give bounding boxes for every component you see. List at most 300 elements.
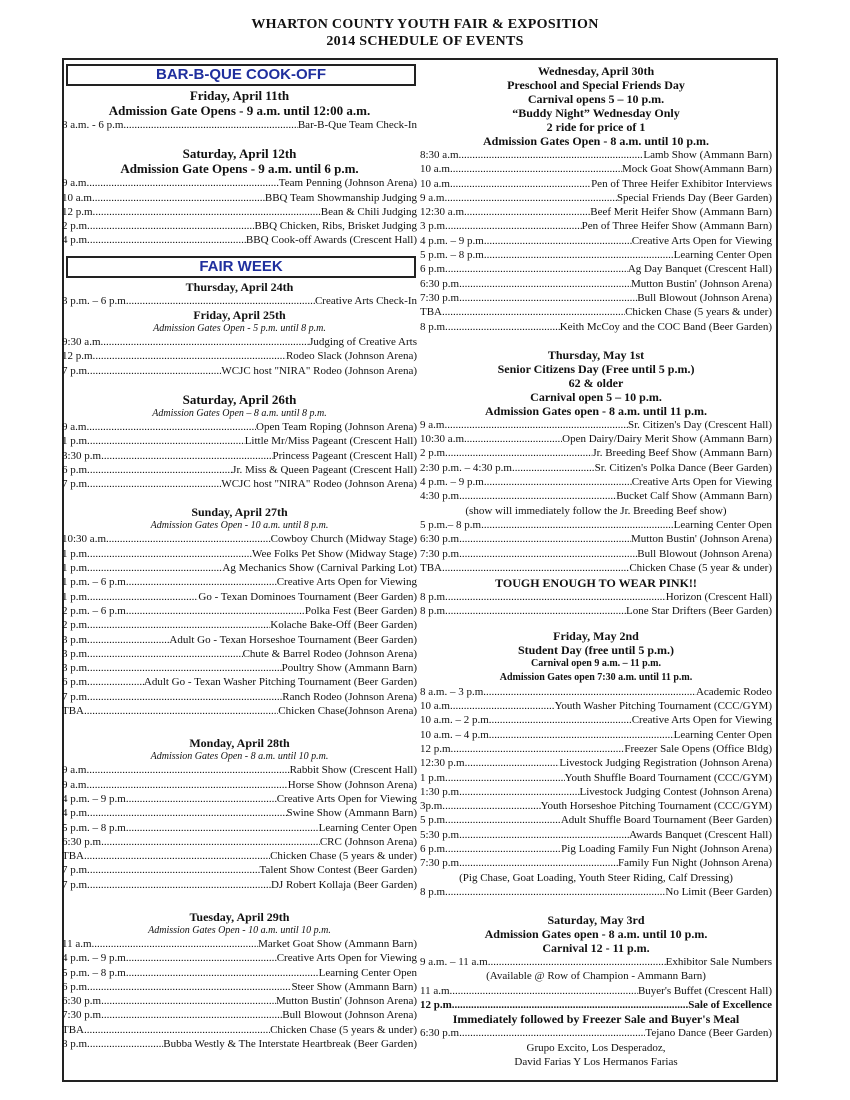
event-name: DJ Robert Kollaja (Beer Garden): [270, 878, 417, 891]
schedule-row: [420, 518, 772, 532]
schedule-row: [62, 420, 417, 434]
schedule-row: [420, 320, 772, 334]
schedule-row: [62, 233, 417, 247]
event-name: Special Friends Day (Beer Garden): [616, 191, 772, 204]
pink-banner: TOUGH ENOUGH TO WEAR PINK!!: [495, 576, 697, 591]
gate-info: Admission Gates open - 8 a.m. until 11 p.m.: [484, 403, 708, 418]
dot-leader: [89, 778, 288, 792]
event-time: 11 a.m.: [62, 937, 95, 950]
schedule-list: [62, 294, 417, 308]
schedule-list: [420, 148, 772, 334]
day-title: Saturday, May 3rd: [547, 913, 645, 928]
schedule-row: [420, 1026, 772, 1040]
event-time: 9 a.m.: [62, 177, 90, 190]
dot-leader: [104, 1008, 282, 1022]
event-name: Freezer Sale Opens (Office Bldg): [624, 742, 772, 755]
event-time: 3 p.m.: [62, 647, 90, 660]
event-time: 10 a.m.: [62, 191, 95, 204]
dot-leader: [95, 191, 265, 205]
event-name: Rabbit Show (Crescent Hall): [289, 764, 417, 777]
event-name: Learning Center Open: [318, 821, 417, 834]
event-name: Judging of Creative Arts: [309, 336, 417, 349]
day-title: Friday, April 25th: [193, 308, 286, 323]
event-time: 7:30 p.m.: [420, 547, 462, 560]
schedule-row: [62, 477, 417, 491]
event-time: 6:30 p.m.: [420, 533, 462, 546]
event-time: 12 p.m.: [62, 205, 96, 218]
day-title: Wednesday, April 30th: [537, 64, 655, 78]
schedule-row: [420, 604, 772, 618]
event-name: Ag Mechanics Show (Carnival Parking Lot): [222, 562, 417, 575]
dot-leader: [448, 262, 628, 276]
left-column: [62, 60, 417, 1051]
schedule-row: [420, 446, 772, 460]
event-name: Little Mr/Miss Pageant (Crescent Hall): [244, 435, 417, 448]
event-name: Family Fun Night (Johnson Arena): [618, 857, 772, 870]
dot-leader: [104, 835, 320, 849]
event-time: 6 p.m.: [420, 263, 448, 276]
dot-leader: [90, 219, 255, 233]
schedule-row: [420, 785, 772, 799]
dot-leader: [126, 118, 298, 132]
event-time: 10 a.m. – 2 p.m.: [420, 714, 492, 727]
dot-leader: [448, 604, 626, 618]
dot-leader: [487, 234, 632, 248]
schedule-list: [420, 590, 772, 619]
dot-leader: [442, 561, 629, 575]
event-time: 1 p.m.: [62, 435, 90, 448]
schedule-row: [62, 349, 417, 363]
dot-leader: [90, 633, 170, 647]
page-title: WHARTON COUNTY YOUTH FAIR & EXPOSITION: [251, 17, 599, 32]
dot-leader: [129, 966, 319, 980]
event-time: TBA: [62, 850, 84, 863]
schedule-row: [62, 661, 417, 675]
dot-leader: [109, 532, 271, 546]
event-name: Lone Star Drifters (Beer Garden): [626, 605, 772, 618]
event-time: 1 p.m.: [420, 771, 448, 784]
event-time: 7 p.m.: [62, 478, 90, 491]
event-time: 12:30 p.m.: [420, 757, 468, 770]
fair-week-section-title: FAIR WEEK: [66, 256, 416, 278]
schedule-row: [62, 219, 417, 233]
event-name: Adult Shuffle Board Tournament (Beer Garden): [560, 814, 772, 827]
event-time: 10:30 a.m.: [420, 433, 467, 446]
event-name: Creative Arts Open for Viewing: [631, 234, 772, 247]
event-name: Lamb Show (Ammann Barn): [643, 149, 772, 161]
dot-leader: [448, 842, 561, 856]
dot-leader: [90, 863, 260, 877]
gate-info: Admission Gates Open - 5 p.m. until 8 p.m.: [153, 323, 326, 335]
event-name: Learning Center Open: [673, 249, 772, 262]
event-name: Chicken Chase(Johnson Arena): [278, 705, 417, 718]
schedule-row: [62, 1037, 417, 1051]
schedule-list: [420, 518, 772, 575]
event-time: 6 p.m.: [62, 676, 90, 689]
schedule-row: [420, 475, 772, 489]
schedule-row: [420, 998, 772, 1012]
event-time: 1:30 p.m.: [420, 785, 462, 798]
schedule-row: [62, 835, 417, 849]
event-name: Youth Horseshoe Pitching Tournament (CCC/GYM): [540, 800, 772, 813]
gate-info: Admission Gates Open - 8 a.m. until 10 p.m.: [150, 751, 329, 763]
schedule-row: [420, 756, 772, 770]
schedule-row: [420, 590, 772, 604]
schedule-row: [62, 863, 417, 877]
dot-leader: [84, 704, 278, 718]
event-time: 3p.m.: [420, 800, 446, 813]
band-list: Grupo Excito, Los Desperadoz,: [526, 1041, 666, 1054]
event-name: Bar-B-Que Team Check-In: [297, 119, 417, 131]
schedule-row: [62, 951, 417, 965]
event-name: Pen of Three Heifer Show (Ammann Barn): [581, 220, 772, 233]
day-title: Friday, April 11th: [189, 88, 290, 103]
schedule-row: [62, 335, 417, 349]
event-time: 6 p.m.: [62, 463, 90, 476]
schedule-row: [420, 828, 772, 842]
schedule-list: [62, 335, 417, 378]
page-subtitle: 2014 SCHEDULE OF EVENTS: [326, 34, 524, 49]
dot-leader: [462, 1026, 646, 1040]
schedule-row: [62, 618, 417, 632]
dot-leader: [90, 364, 222, 378]
bbq-section-title: BAR-B-QUE COOK-OFF: [66, 64, 416, 86]
event-name: WCJC host "NIRA" Rodeo (Johnson Arena): [221, 364, 417, 377]
schedule-row: [62, 1008, 417, 1022]
schedule-row: [420, 742, 772, 756]
event-time: 10:30 a.m.: [62, 533, 109, 546]
dot-leader: [462, 532, 631, 546]
carnival-info: Carnival open 9 a.m. – 11 p.m.: [530, 657, 661, 669]
day-title: Thursday, April 24th: [185, 279, 294, 294]
event-time: 3:30 p.m.: [62, 449, 104, 462]
right-column: [420, 60, 772, 1069]
event-name: Rodeo Slack (Johnson Arena): [285, 350, 417, 363]
event-time: 4 p.m.: [62, 234, 90, 247]
schedule-row: [62, 966, 417, 980]
dot-leader: [90, 618, 270, 632]
schedule-row: [420, 461, 772, 475]
schedule-row: [420, 305, 772, 319]
schedule-row: [420, 561, 772, 575]
event-time: 7 p.m.: [62, 690, 90, 703]
event-name: Creative Arts Open for Viewing: [276, 792, 417, 805]
schedule-row: [420, 532, 772, 546]
schedule-row: [420, 418, 772, 432]
event-time: 8 a.m. - 6 p.m.: [62, 119, 127, 131]
dot-leader: [462, 856, 618, 870]
event-name: Learning Center Open: [673, 518, 772, 531]
dot-leader: [90, 590, 199, 604]
event-name: Sr. Citizen's Day (Crescent Hall): [627, 418, 772, 431]
event-time: 4 p.m.: [62, 807, 90, 820]
day-subtitle: Preschool and Special Friends Day: [507, 78, 685, 92]
dot-leader: [90, 233, 246, 247]
schedule-row: [420, 262, 772, 276]
dot-leader: [84, 849, 270, 863]
event-name: Buyer's Buffet (Crescent Hall): [637, 984, 772, 997]
event-time: 6 p.m.: [420, 842, 448, 855]
event-name: Sale of Excellence: [688, 999, 772, 1012]
event-name: Youth Shuffle Board Tournament (CCC/GYM): [564, 771, 772, 784]
event-time: 8:30 a.m.: [420, 149, 462, 161]
event-name: Beef Merit Heifer Show (Ammann Barn): [590, 206, 772, 219]
dot-leader: [90, 463, 232, 477]
schedule-row: [62, 849, 417, 863]
dot-leader: [94, 937, 258, 951]
event-time: 9 a.m.: [62, 420, 90, 433]
schedule-row: [420, 699, 772, 713]
dot-leader: [129, 575, 277, 589]
dot-leader: [90, 661, 282, 675]
event-time: 2 p.m.: [420, 447, 448, 460]
event-time: 1 p.m.: [62, 547, 90, 560]
dot-leader: [90, 806, 287, 820]
schedule-list: [62, 176, 417, 247]
event-time: 2:30 p.m. – 4:30 p.m.: [420, 461, 515, 474]
event-name: Wee Folks Pet Show (Midway Stage): [251, 547, 417, 560]
schedule-row: [62, 191, 417, 205]
dot-leader: [462, 547, 637, 561]
dot-leader: [487, 248, 674, 262]
day-subtitle: “Buddy Night” Wednesday Only: [512, 106, 680, 120]
schedule-list: [62, 420, 417, 491]
dot-leader: [447, 191, 617, 205]
dot-leader: [462, 291, 637, 305]
dot-leader: [515, 461, 595, 475]
event-name: Market Goat Show (Ammann Barn): [258, 937, 417, 950]
sale-note: Immediately followed by Freezer Sale and Buyer's Meal: [452, 1012, 740, 1027]
dot-leader: [453, 699, 555, 713]
event-time: 8 p.m.: [420, 605, 448, 618]
schedule-row: [420, 248, 772, 262]
event-time: 1 p.m.: [62, 590, 90, 603]
event-name: Jr. Miss & Queen Pageant (Crescent Hall): [232, 463, 417, 476]
dot-leader: [129, 951, 277, 965]
carnival-info: Carnival 12 - 11 p.m.: [542, 941, 650, 956]
event-name: Poultry Show (Ammann Barn): [281, 662, 417, 675]
schedule-row: [62, 118, 417, 132]
dot-leader: [462, 785, 580, 799]
event-time: TBA: [420, 561, 442, 574]
event-time: 4 p.m. – 9 p.m.: [62, 952, 129, 965]
schedule-row: [62, 590, 417, 604]
day-title: Friday, May 2nd: [553, 628, 639, 643]
gate-info: Admission Gate Opens - 9 a.m. until 6 p.m.: [120, 161, 359, 177]
event-time: 8 p.m.: [420, 320, 448, 333]
schedule-row: [62, 561, 417, 575]
schedule-row: [420, 432, 772, 446]
event-name: Chicken Chase (5 years & under): [270, 850, 417, 863]
dot-leader: [90, 1037, 163, 1051]
event-time: 6:30 p.m.: [62, 995, 104, 1008]
dot-leader: [89, 420, 256, 434]
event-name: Chute & Barrel Rodeo (Johnson Arena): [242, 647, 417, 660]
event-name: Horse Show (Johnson Arena): [287, 778, 417, 791]
gate-info: Admission Gates open - 8 a.m. until 10 p.m.: [484, 927, 708, 942]
event-name: Horizon (Crescent Hall): [665, 591, 772, 604]
event-name: Chicken Chase (5 year & under): [629, 561, 772, 574]
event-time: 6:30 p.m.: [420, 277, 462, 290]
event-name: Creative Arts Open for Viewing: [631, 476, 772, 489]
event-time: 7:30 p.m.: [420, 291, 462, 304]
dot-leader: [448, 771, 565, 785]
gate-info: Admission Gates open 7:30 a.m. until 11 p.m.: [499, 671, 693, 683]
schedule-row: [62, 647, 417, 661]
schedule-row: [62, 878, 417, 892]
event-name: Academic Rodeo: [695, 685, 772, 698]
schedule-row: [62, 532, 417, 546]
dot-leader: [104, 994, 276, 1008]
event-name: Bull Blowout (Johnson Arena): [282, 1009, 417, 1022]
dot-leader: [484, 518, 674, 532]
dot-leader: [90, 434, 245, 448]
event-time: 4 p.m. – 9 p.m.: [420, 476, 487, 489]
dot-leader: [448, 219, 582, 233]
event-time: 1 p.m.: [62, 562, 90, 575]
schedule-row: [62, 821, 417, 835]
band-list: David Farias Y Los Hermanos Farias: [514, 1055, 678, 1068]
dot-leader: [129, 792, 277, 806]
event-name: Mutton Bustin' (Johnson Arena): [630, 277, 772, 290]
event-name: Keith McCoy and the COC Band (Beer Garden): [559, 320, 772, 333]
event-name: Cowboy Church (Midway Stage): [270, 533, 417, 546]
event-name: Learning Center Open: [673, 728, 772, 741]
dot-leader: [448, 813, 561, 827]
event-time: 5 p.m. – 8 p.m.: [62, 821, 129, 834]
event-name: Mock Goat Show(Ammann Barn): [621, 163, 772, 176]
dot-leader: [95, 349, 286, 363]
event-name: Steer Show (Ammann Barn): [291, 980, 417, 993]
schedule-row: [62, 704, 417, 718]
event-name: Creative Arts Open for Viewing: [276, 576, 417, 589]
event-name: Jr. Breeding Beef Show (Ammann Barn): [592, 447, 772, 460]
event-name: Creative Arts Open for Viewing: [276, 952, 417, 965]
schedule-row: [420, 713, 772, 727]
dot-leader: [462, 828, 629, 842]
schedule-list: [420, 418, 772, 504]
event-name: Livestock Judging Registration (Johnson Arena): [559, 757, 772, 770]
event-time: 12:30 a.m.: [420, 206, 467, 219]
dot-leader: [448, 446, 593, 460]
schedule-row: [62, 675, 417, 689]
schedule-list: [420, 685, 772, 871]
event-time: 10 a.m.: [420, 163, 453, 176]
event-time: 5 p.m. – 8 p.m.: [62, 966, 129, 979]
event-name: Ag Day Banquet (Crescent Hall): [627, 263, 772, 276]
event-name: Mutton Bustin' (Johnson Arena): [275, 995, 417, 1008]
schedule-row: [62, 792, 417, 806]
dot-leader: [492, 728, 674, 742]
event-name: Princess Pageant (Crescent Hall): [272, 449, 417, 462]
schedule-row: [62, 763, 417, 777]
day-title: Tuesday, April 29th: [189, 909, 290, 924]
carnival-info: Carnival opens 5 – 10 p.m.: [527, 92, 665, 106]
event-time: 7:30 p.m.: [62, 1009, 104, 1022]
event-time: 4:30 p.m.: [420, 490, 462, 503]
event-name: Creative Arts Check-In: [314, 294, 417, 307]
schedule-row: [420, 277, 772, 291]
dot-leader: [453, 177, 591, 191]
event-time: 8 p.m.: [420, 591, 448, 604]
dot-leader: [103, 335, 309, 349]
dot-leader: [445, 799, 541, 813]
schedule-list: [62, 118, 417, 132]
schedule-row: [420, 771, 772, 785]
dot-leader: [453, 162, 622, 176]
event-time: 5 p.m.: [420, 814, 448, 827]
event-time: 7 p.m.: [62, 364, 90, 377]
dot-leader: [90, 561, 223, 575]
event-time: 10 a.m.: [420, 177, 453, 190]
schedule-row: [62, 778, 417, 792]
schedule-row: [62, 547, 417, 561]
event-time: 4 p.m. – 9 p.m.: [62, 792, 129, 805]
event-name: Team Penning (Johnson Arena): [278, 177, 417, 190]
event-time: 7 p.m.: [62, 864, 90, 877]
event-name: Bull Blowout (Johnson Arena): [637, 547, 772, 560]
event-name: Bucket Calf Show (Ammann Barn): [616, 490, 772, 503]
day-title: Thursday, May 1st: [547, 347, 645, 362]
dot-leader: [467, 756, 559, 770]
schedule-list: [420, 1026, 772, 1040]
dot-leader: [90, 878, 271, 892]
day-title: Saturday, April 26th: [182, 391, 297, 407]
schedule-list: [420, 984, 772, 998]
event-name: Exhibitor Sale Numbers: [665, 956, 772, 969]
schedule-row: [62, 633, 417, 647]
schedule-row: [62, 575, 417, 589]
event-time: 8 p.m.: [62, 1038, 90, 1051]
event-name: Polka Fest (Beer Garden): [304, 604, 417, 617]
event-time: 7:30 p.m.: [420, 857, 462, 870]
schedule-row: [62, 604, 417, 618]
dot-leader: [89, 763, 289, 777]
event-time: 11 a.m.: [420, 984, 453, 997]
schedule-row: [62, 806, 417, 820]
event-name: Ranch Rodeo (Johnson Arena): [282, 690, 417, 703]
event-time: 7 p.m.: [62, 878, 90, 891]
event-name: BBQ Cook-off Awards (Crescent Hall): [245, 234, 417, 247]
schedule-row: [420, 177, 772, 191]
schedule-list: [62, 937, 417, 1051]
event-time: 5:30 p.m.: [420, 828, 462, 841]
event-name: Talent Show Contest (Beer Garden): [259, 864, 417, 877]
schedule-row: [62, 449, 417, 463]
schedule-row: [420, 191, 772, 205]
dot-leader: [129, 604, 305, 618]
event-time: 9 a.m.: [62, 764, 90, 777]
schedule-list: [62, 763, 417, 892]
gate-info: Admission Gates Open – 8 a.m. until 8 p.m.: [152, 407, 327, 419]
event-name: Bubba Westly & The Interstate Heartbreak (Beer Garden): [163, 1038, 417, 1051]
schedule-row: [420, 728, 772, 742]
schedule-list: [420, 955, 772, 969]
schedule-row: [420, 856, 772, 870]
gate-info: Admission Gates Open - 8 a.m. until 10 p.m.: [482, 134, 710, 148]
schedule-list: [420, 885, 772, 899]
schedule-row: [62, 1023, 417, 1037]
event-time: TBA: [420, 306, 442, 319]
gate-info: Admission Gates Open - 10 a.m. until 8 p.m.: [150, 520, 329, 532]
day-title: Sunday, April 27th: [191, 505, 288, 520]
dot-leader: [442, 305, 625, 319]
day-subtitle: Senior Citizens Day (Free until 5 p.m.): [497, 361, 695, 376]
event-time: 5 p.m. – 8 p.m.: [420, 249, 487, 262]
event-time: 10 a.m.: [420, 700, 453, 713]
event-time: 9 a.m.: [62, 778, 90, 791]
event-time: 2 p.m.: [62, 220, 90, 233]
